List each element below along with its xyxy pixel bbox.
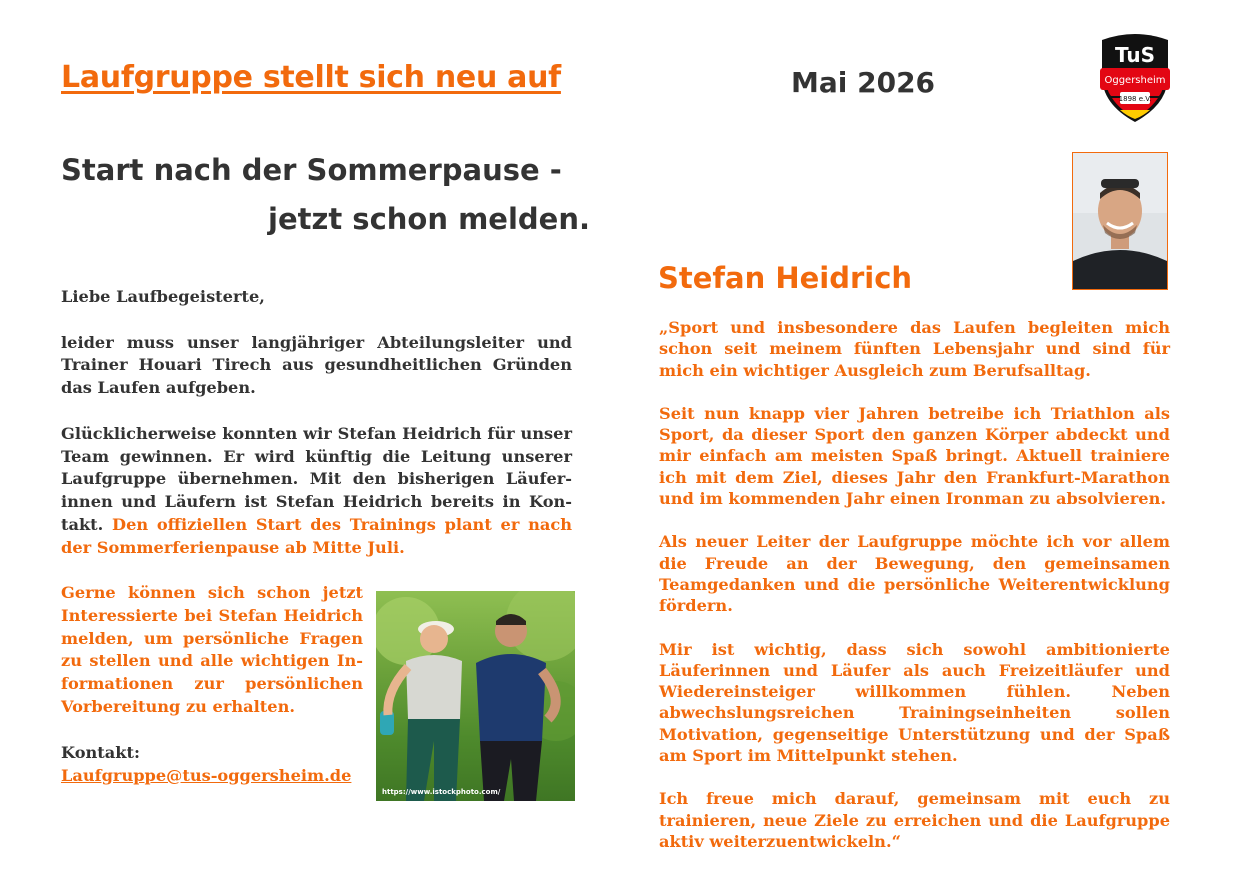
paragraph-2-text: Glücklicherweise konnten wir Stefan Heidrich für unser Team gewinnen. Er wird künftig die Leitung unserer Laufgruppe übernehmen. Mit den bisherigen Läuferinnen und Läufern ist Stefan Heidrich bereits in Kontakt. [61,423,572,534]
left-column [61,286,572,582]
paragraph-1: leider muss unser langjähriger Abteilungsleiter und Trainer Houari Tirech aus gesundheitlichen Gründen das Laufen aufgeben. [61,332,572,398]
author-name: Stefan Heidrich [658,261,913,295]
image-credit: https://www.istockphoto.com/ [382,788,501,796]
logo-name: TuS [1114,43,1156,67]
paragraph-3: Gerne können sich schon jetzt Interessierte bei Stefan Heidrich melden, um persönliche Fragen zu stellen und alle wichtigen Informationen zur persönlichen Vorbereitung zu erhalten. [61,583,363,716]
quote-paragraph-4: Mir ist wichtig, dass sich sowohl ambitionierte Läuferinnen und Läufer als auch Freizeitläufer und Wiedereinsteiger willkommen fühlen. Neben abwechslungsreichen Trainingseinheiten sollen Motivation, gegenseitige Unterstützung und der Spaß am Sport im Mittelpunkt stehen. [659,639,1170,766]
contact-block [61,742,381,788]
greeting: Liebe Laufbegeisterte, [61,287,265,306]
issue-date: Mai 2026 [791,66,936,99]
page-title: Laufgruppe stellt sich neu auf [61,60,561,95]
subtitle-line-1: Start nach der Sommerpause - [61,153,562,187]
quote-paragraph-3: Als neuer Leiter der Laufgruppe möchte ich vor allem die Freude an der Bewegung, den gemeinsamen Teamgedanken und die persönliche Weiterentwicklung fördern. [659,532,1170,616]
quote-paragraph-1: „Sport und insbesondere das Laufen begleiten mich schon seit meinem fünften Lebensjahr und sind für mich ein wichtiger Ausgleich zum Berufsalltag. [659,318,1170,380]
logo-year: 1898 e.V. [1118,95,1152,103]
subtitle-line-2: jetzt schon melden. [268,202,590,236]
quote-paragraph-5: Ich freue mich darauf, gemeinsam mit euch zu trainieren, neue Ziele zu erreichen und die Laufgruppe aktiv weiterzuentwickeln.“ [659,789,1170,851]
contact-label: Kontakt: [61,743,140,762]
runners-photo [376,591,575,801]
logo-city: Oggersheim [1104,75,1166,86]
club-logo [1096,32,1174,124]
paragraph-2-highlight: Den offiziellen Start des Trainings plant er nach der Sommerferienpause ab Mitte Juli. [61,514,572,557]
paragraph-2 [61,423,572,560]
quote-paragraph-2: Seit nun knapp vier Jahren betreibe ich Triathlon als Sport, da dieser Sport den ganzen Körper abdeckt und mir einfach am meisten Spaß bringt. Aktuell trainiere ich mit dem Ziel, dieses Jahr den Frankfurt-Marathon und im kommenden Jahr einen Ironman zu absolvieren. [659,403,1170,509]
right-column [659,317,1170,874]
contact-email-link[interactable]: Laufgruppe@tus-oggersheim.de [61,765,352,785]
portrait-photo [1072,152,1168,290]
